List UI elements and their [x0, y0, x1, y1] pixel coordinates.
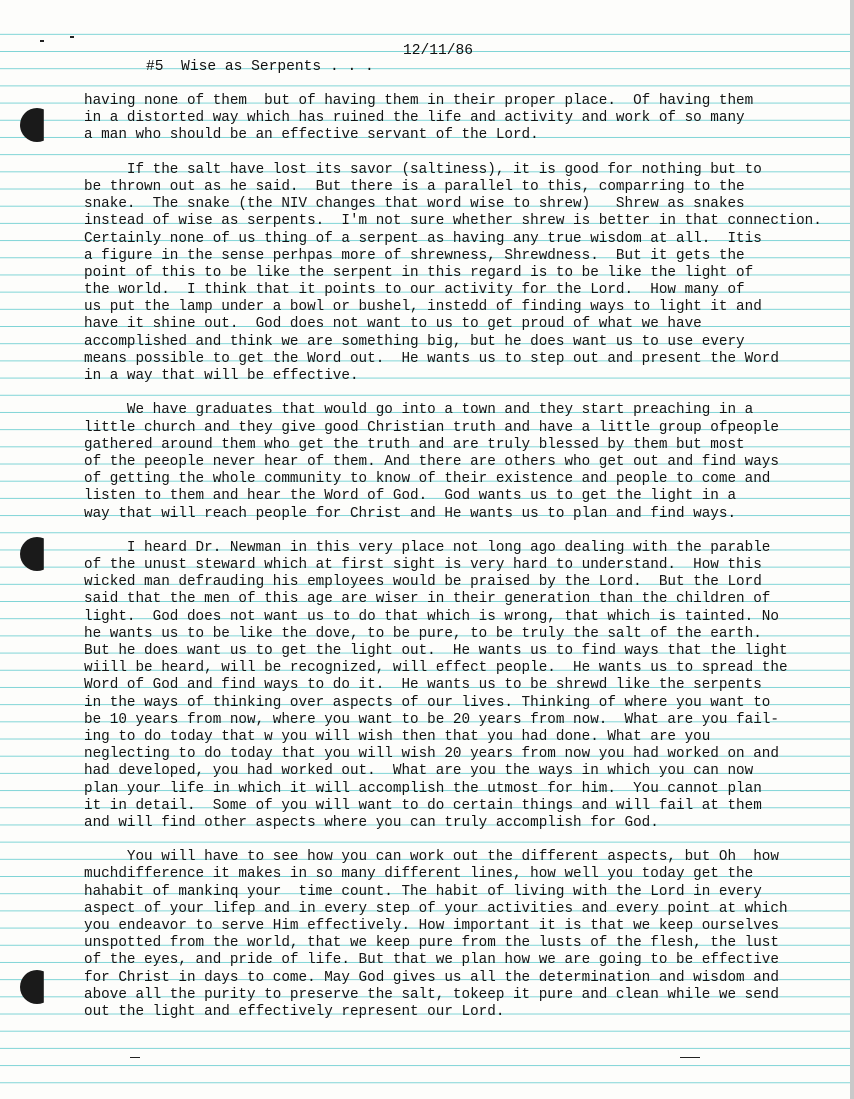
text-line: way that will reach people for Christ and He wants us to plan and find ways. — [84, 505, 737, 522]
text-line: of the unust steward which at first sight is very hard to understand. How this — [84, 557, 762, 574]
paragraph-gap — [84, 523, 854, 540]
text-line: of getting the whole community to know of their existence and people to come and — [84, 471, 771, 488]
text-line: ing to do today that w you will wish then that you had done. What are you — [84, 728, 711, 745]
sermon-title: #5 Wise as Serpents . . . — [146, 59, 374, 75]
text-line: a figure in the sense perhpas more of shrewness, Shrewdness. But it gets the — [84, 247, 745, 264]
typed-body-text — [84, 93, 854, 1021]
text-line: in a distorted way which has ruined the life and activity and work of so many — [84, 110, 745, 127]
corner-mark — [40, 40, 44, 42]
text-line: unspotted from the world, that we keep pure from the lusts of the flesh, the lust — [84, 935, 779, 952]
text-line: said that the men of this age are wiser in their generation than the children of — [84, 591, 771, 608]
text-line: be thrown out as he said. But there is a parallel to this, comparring to the — [84, 178, 745, 195]
paragraph-gap — [84, 145, 854, 162]
text-line: snake. The snake (the NIV changes that word wise to shrew) Shrew as snakes — [84, 196, 745, 213]
text-line: Word of God and find ways to do it. He wants us to be shrewd like the serpents — [84, 677, 762, 694]
text-line: it in detail. Some of you will want to do certain things and will fail at them — [84, 797, 762, 814]
text-line: means possible to get the Word out. He wants us to step out and present the Word — [84, 350, 779, 367]
text-line: wicked man defrauding his employees would be praised by the Lord. But the Lord — [84, 574, 762, 591]
text-line: You will have to see how you can work out the different aspects, but Oh how — [84, 849, 779, 866]
text-line: But he does want us to get the light out. He wants us to find ways that the light — [84, 643, 788, 659]
punch-hole-bottom — [20, 970, 54, 1004]
footer-mark — [130, 1057, 140, 1058]
text-line: wiill be heard, will be recognized, will effect people. He wants us to spread the — [84, 660, 788, 677]
text-line: out the light and effectively represent our Lord. — [84, 1003, 505, 1020]
paragraph-gap — [84, 832, 854, 849]
paragraph-gap — [84, 385, 854, 402]
text-line: We have graduates that would go into a town and they start preaching in a — [84, 402, 754, 419]
punch-hole-top — [20, 108, 54, 142]
text-line: for Christ in days to come. May God gives us all the determination and wisdom and — [84, 969, 779, 986]
text-line: I heard Dr. Newman in this very place not long ago dealing with the parable — [84, 539, 771, 556]
punch-hole-middle — [20, 537, 54, 571]
text-line: listen to them and hear the Word of God. God wants us to get the light in a — [84, 488, 737, 505]
text-line: aspect of your lifep and in every step of your activities and every point at which — [84, 900, 788, 917]
text-line: in the ways of thinking over aspects of our lives. Thinking of where you want to — [84, 694, 771, 711]
text-line: light. God does not want us to do that which is wrong, that which is tainted. No — [84, 608, 779, 625]
footer-mark — [680, 1057, 700, 1058]
text-line: of the peeople never hear of them. And there are others who get out and find ways — [84, 453, 779, 470]
text-line: plan your life in which it will accomplish the utmost for him. You cannot plan — [84, 780, 762, 797]
text-line: above all the purity to preserve the salt, tokeep it pure and clean while we send — [84, 986, 779, 1003]
text-line: a man who should be an effective servant of the Lord. — [84, 127, 539, 144]
sermon-date: 12/11/86 — [403, 43, 474, 59]
top-margin — [0, 0, 854, 18]
text-line: gathered around them who get the truth and are truly blessed by them but most — [84, 436, 745, 453]
corner-mark — [70, 36, 74, 38]
text-line: accomplished and think we are something big, but he does want us to use every — [84, 333, 745, 350]
text-line: instead of wise as serpents. I'm not sure whether shrew is better in that connection. — [84, 213, 822, 230]
text-line: hahabit of mankinq your time count. The habit of living with the Lord in every — [84, 883, 762, 900]
text-line: having none of them but of having them in their proper place. Of having them — [84, 93, 754, 109]
text-line: point of this to be like the serpent in this regard is to be like the light of — [84, 264, 754, 281]
text-line: little church and they give good Christian truth and have a little group ofpeople — [84, 419, 779, 436]
text-line: had developed, you had worked out. What are you the ways in which you can now — [84, 763, 754, 780]
text-line: he wants us to be like the dove, to be pure, to be truly the salt of the earth. — [84, 625, 762, 642]
text-line: us put the lamp under a bowl or bushel, instedd of finding ways to light it and — [84, 299, 762, 316]
text-line: If the salt have lost its savor (saltiness), it is good for nothing but to — [84, 161, 762, 178]
text-line: be 10 years from now, where you want to be 20 years from now. What are you fail- — [84, 711, 779, 728]
text-line: in a way that will be effective. — [84, 368, 359, 384]
text-line: neglecting to do today that you will wish 20 years from now you had worked on and — [84, 746, 779, 763]
text-line: and will find other aspects where you can truly accomplish for God. — [84, 814, 659, 831]
text-line: have it shine out. God does not want to us to get proud of what we have — [84, 316, 702, 333]
text-line: the world. I think that it points to our activity for the Lord. How many of — [84, 282, 745, 299]
page-edge — [850, 0, 854, 1099]
text-line: you endeavor to serve Him effectively. How important it is that we keep ourselves — [84, 918, 779, 934]
text-line: Certainly none of us thing of a serpent as having any true wisdom at all. Itis — [84, 230, 762, 247]
text-line: muchdifference it makes in so many different lines, how well you today get the — [84, 866, 754, 883]
text-line: of the eyes, and pride of life. But that we plan how we are going to be effective — [84, 952, 779, 969]
